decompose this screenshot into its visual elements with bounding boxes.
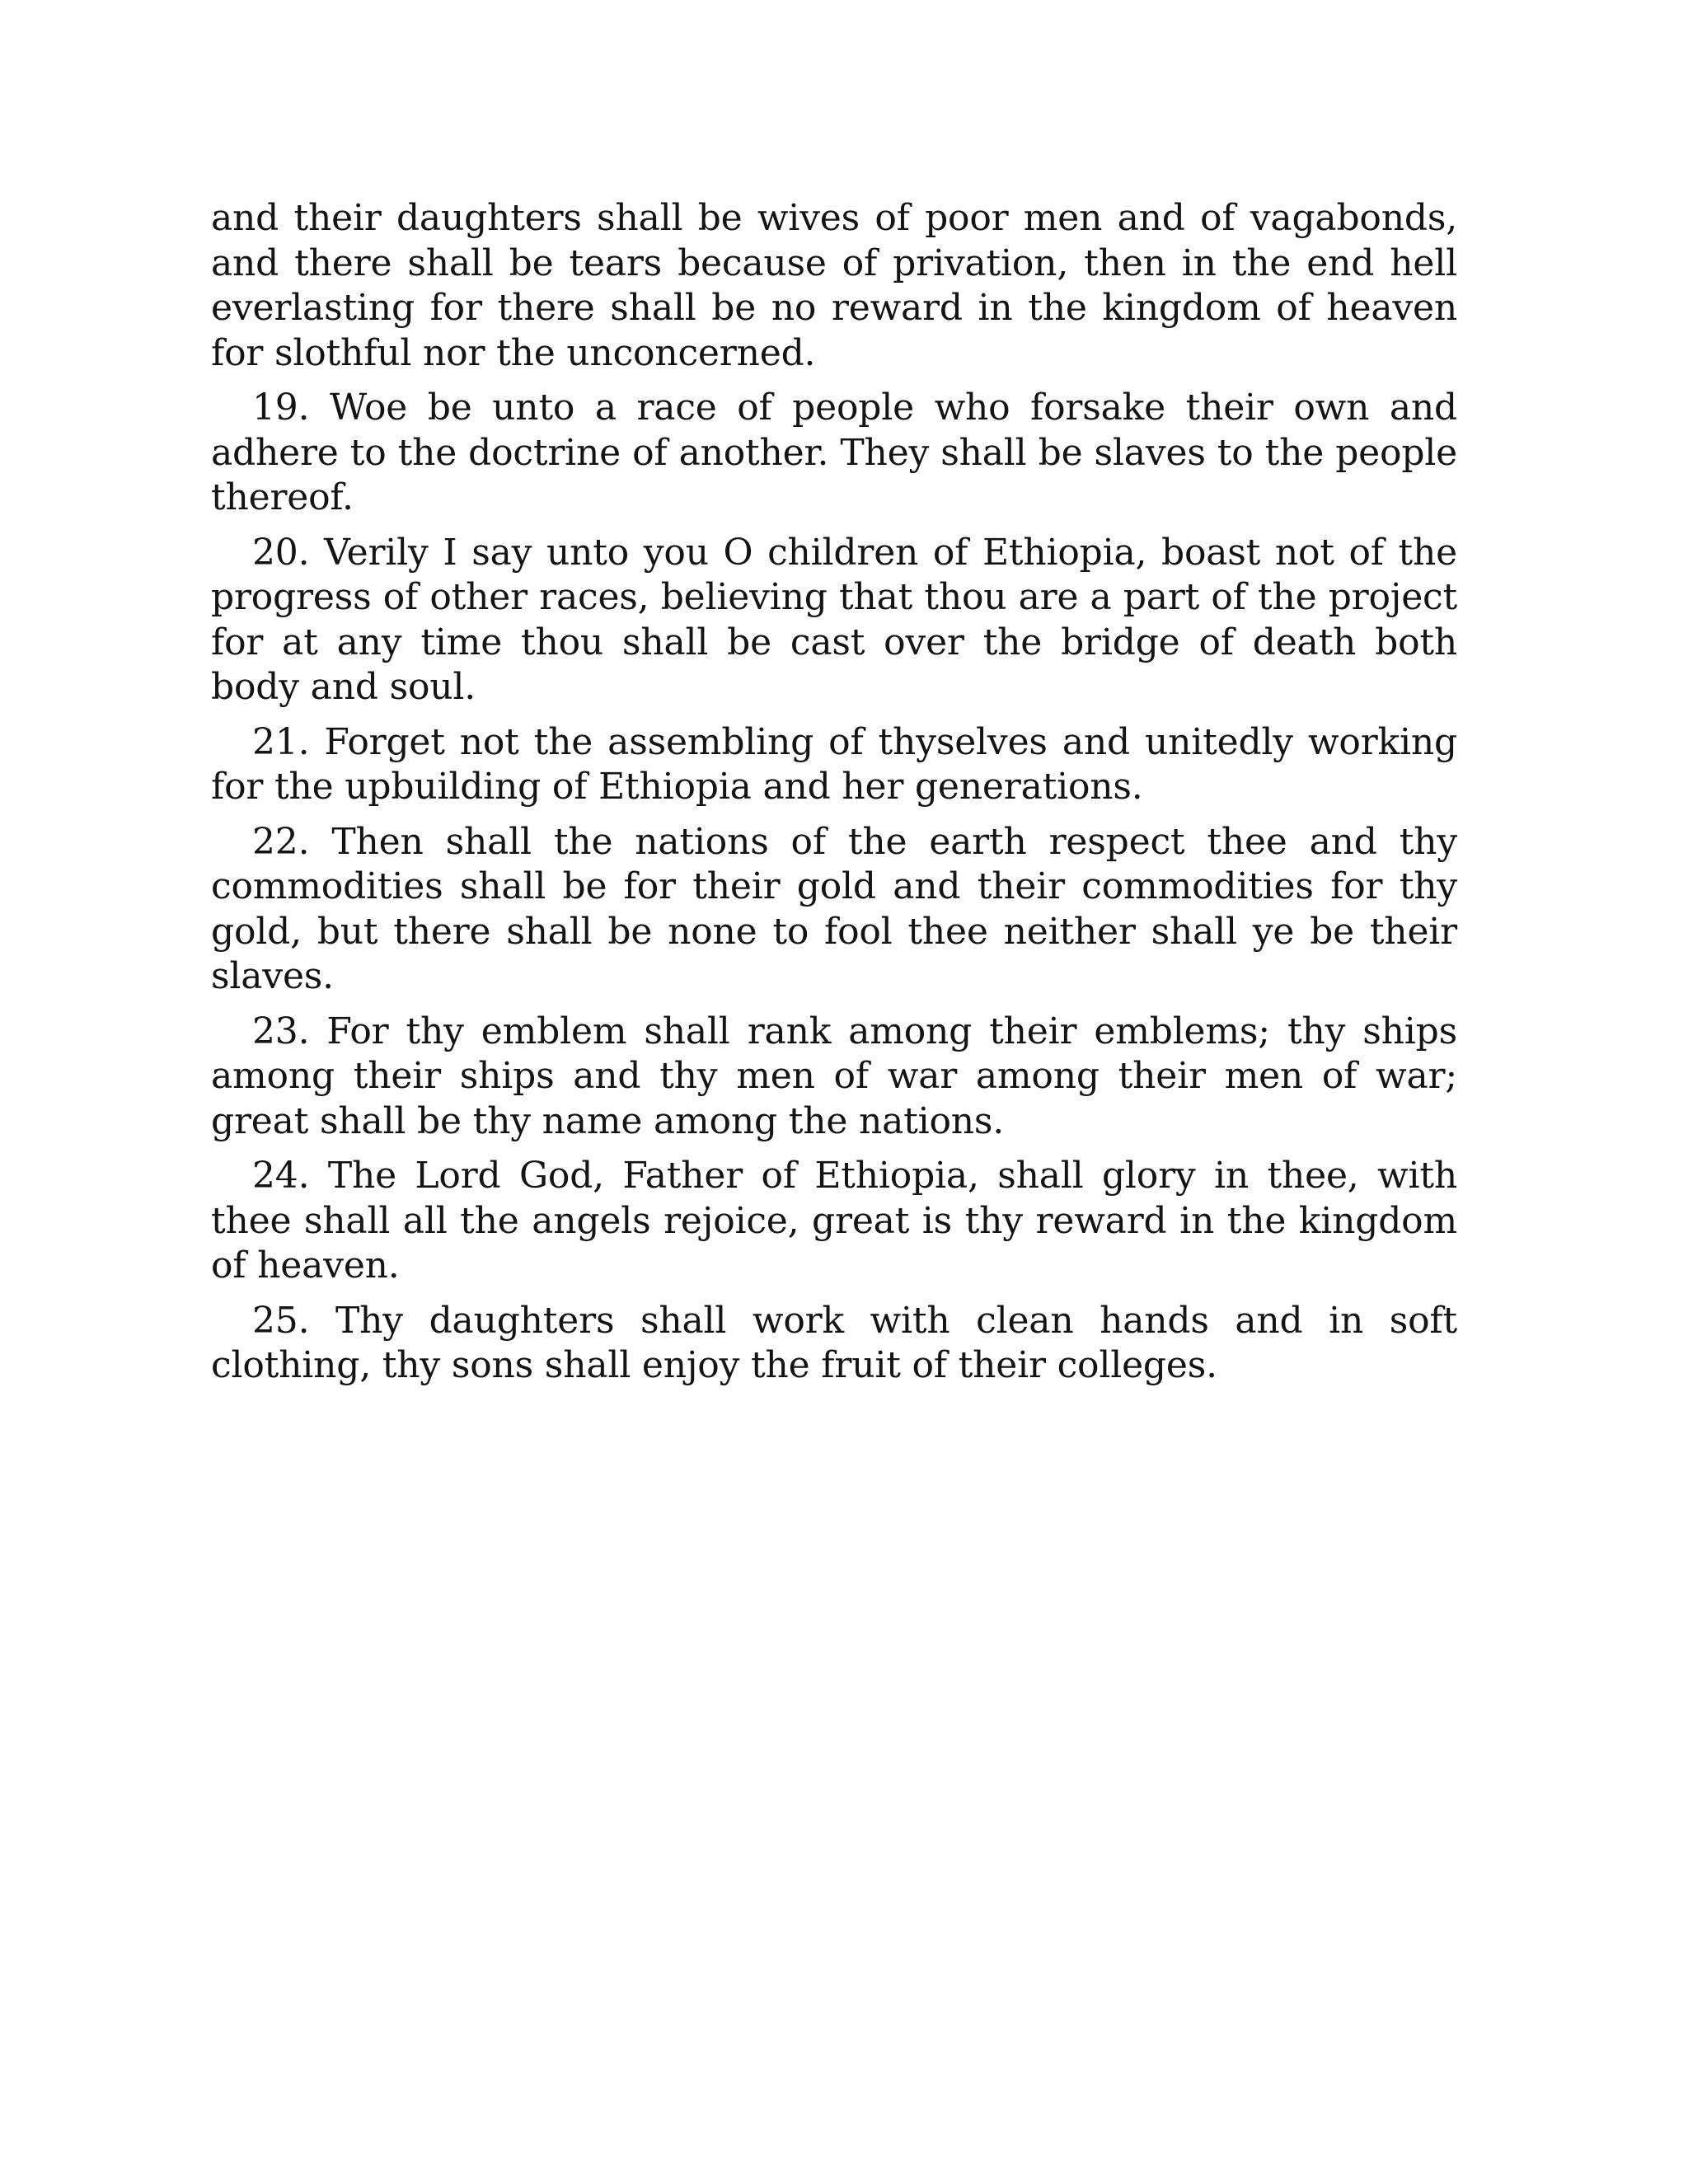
body-text xyxy=(211,196,1457,1399)
verse-21: 21. Forget not the assembling of thyselves and unitedly working for the upbuilding of Ethiopia and her generations. xyxy=(211,720,1457,808)
verse-25: 25. Thy daughters shall work with clean hands and in soft clothing, thy sons shall enjoy the fruit of their colleges. xyxy=(211,1299,1457,1386)
paragraph-continuation: and their daughters shall be wives of poor men and of vagabonds, and there shall be tears because of privation, then in the end hell everlasting for there shall be no reward in the kingdom of heaven for slothful nor the unconcerned. xyxy=(211,197,1457,374)
verse-19: 19. Woe be unto a race of people who forsake their own and adhere to the doctrine of another. They shall be slaves to the people thereof. xyxy=(211,387,1457,518)
verse-24: 24. The Lord God, Father of Ethiopia, shall glory in thee, with thee shall all the angels rejoice, great is thy reward in the kingdom of heaven. xyxy=(211,1155,1457,1286)
verse-23: 23. For thy emblem shall rank among their emblems; thy ships among their ships and thy men of war among their men of war; great shall be thy name among the nations. xyxy=(211,1010,1457,1142)
verse-22: 22. Then shall the nations of the earth respect thee and thy commodities shall be for their gold and their commodities for thy gold, but there shall be none to fool thee neither shall ye be their slaves. xyxy=(211,820,1457,997)
verse-20: 20. Verily I say unto you O children of Ethiopia, boast not of the progress of other races, believing that thou are a part of the project for at any time thou shall be cast over the bridge of death both body and soul. xyxy=(211,531,1457,708)
